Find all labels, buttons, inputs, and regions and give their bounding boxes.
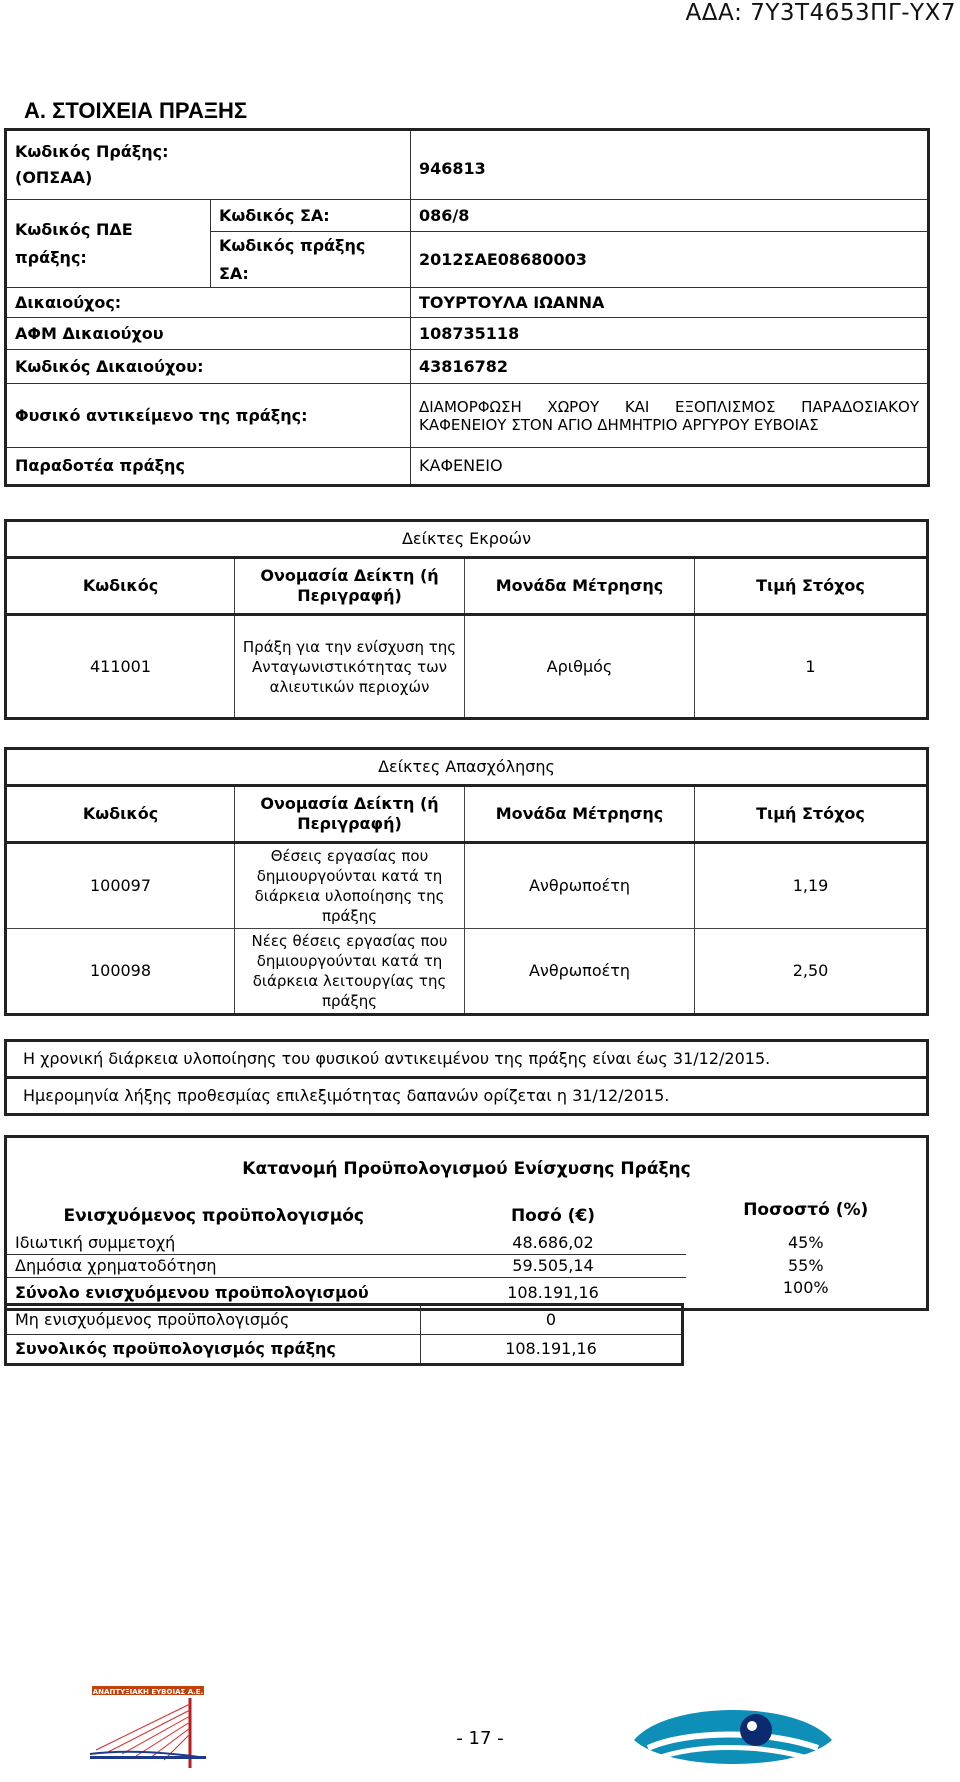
budget-table	[4, 1135, 929, 1311]
sa-praxis-label: Κωδικός πράξης	[219, 235, 366, 255]
budget-caption: Κατανομή Προϋπολογισμού Ενίσχυσης Πράξης	[242, 1159, 691, 1179]
paradotea-value: ΚΑΦΕΝΕΙΟ	[411, 448, 929, 486]
ekroes-target: 1	[695, 615, 928, 719]
budget-row-label-1: Ιδιωτική συμμετοχή	[6, 1232, 421, 1255]
row-paradotea	[6, 448, 929, 486]
table-row	[6, 929, 928, 1015]
ada-code: ΑΔΑ: 7Υ3Τ4653ΠΓ-ΥΧ7	[685, 0, 956, 26]
ekroes-header-unit: Μονάδα Μέτρησης	[465, 558, 695, 615]
ekroes-caption: Δείκτες Εκροών	[6, 521, 928, 558]
apasxolisi-target-2: 2,50	[695, 929, 928, 1015]
table-row	[6, 1255, 928, 1278]
ekroes-unit: Αριθμός	[465, 615, 695, 719]
budget-row-amount-2: 59.505,14	[421, 1255, 686, 1278]
budget-totals-table	[4, 1303, 684, 1366]
logo-text: ΑΝΑΠΤΥΞΙΑΚΗ ΕΥΒΟΙΑΣ Α.Ε.	[92, 1688, 204, 1696]
table-row	[6, 1305, 683, 1335]
budget-row-pct-1: 45%	[787, 1233, 824, 1253]
dikaiouxos-value: ΤΟΥΡΤΟΥΛΑ ΙΩΑΝΝΑ	[411, 288, 929, 318]
apasxolisi-unit-2: Ανθρωποέτη	[465, 929, 695, 1015]
duration-line-1: Η χρονική διάρκεια υλοποίησης του φυσικού αντικειμένου της πράξης είναι έως 31/12/2015.	[6, 1041, 928, 1078]
apasxolisi-code-1: 100097	[6, 843, 235, 929]
budget-row-label-3: Σύνολο ενισχυόμενου προϋπολογισμού	[15, 1283, 369, 1302]
kodikos-praxis-label2: (ΟΠΣΑΑ)	[15, 168, 93, 187]
row-afm	[6, 318, 929, 350]
eye-logo	[628, 1700, 838, 1772]
sa-label: Κωδικός ΣΑ:	[211, 200, 411, 232]
ekroes-header-target: Τιμή Στόχος	[695, 558, 928, 615]
pde-label: Κωδικός ΠΔΕ	[15, 219, 133, 239]
ekroes-code: 411001	[6, 615, 235, 719]
apasxolisi-target-1: 1,19	[695, 843, 928, 929]
table-row	[6, 1232, 928, 1255]
budget-row-label-2: Δημόσια χρηματοδότηση	[6, 1255, 421, 1278]
table-row	[6, 615, 928, 719]
fysiko-label: Φυσικό αντικείμενο της πράξης:	[6, 384, 411, 448]
budget-row-pct-3: 100%	[782, 1277, 829, 1297]
page-number: - 17 -	[456, 1728, 504, 1749]
sa-praxis-value: 2012ΣΑΕ08680003	[411, 232, 929, 288]
apasxolisi-table	[4, 747, 929, 1016]
row-kodikos-dikaiouxou	[6, 350, 929, 384]
total-value: 108.191,16	[421, 1335, 683, 1365]
table-row	[6, 1335, 683, 1365]
praxi-details-table	[4, 128, 930, 487]
anaptyxiaki-logo	[88, 1684, 208, 1770]
apasxolisi-desc-1: Θέσεις εργασίας που δημιουργούνται κατά τη διάρκεια υλοποίησης της πράξης	[235, 843, 465, 929]
budget-header-amount: Ποσό (€)	[510, 1206, 596, 1226]
row-dikaiouxos	[6, 288, 929, 318]
budget-header-pct: Ποσοστό (%)	[743, 1200, 869, 1220]
ekroes-table	[4, 519, 929, 720]
paradotea-label: Παραδοτέα πράξης	[6, 448, 411, 486]
afm-value: 108735118	[411, 318, 929, 350]
budget-header-label: Ενισχυόμενος προϋπολογισμός	[63, 1206, 364, 1226]
apasxolisi-code-2: 100098	[6, 929, 235, 1015]
kodikos-praxis-value: 946813	[411, 130, 929, 200]
kodikos-dikaiouxou-value: 43816782	[411, 350, 929, 384]
budget-row-amount-1: 48.686,02	[421, 1232, 686, 1255]
row-fysiko-antikeimeno	[6, 384, 929, 448]
dikaiouxos-label: Δικαιούχος:	[6, 288, 411, 318]
row-sa	[6, 200, 929, 232]
apasxolisi-desc-2: Νέες θέσεις εργασίας που δημιουργούνται κατά τη διάρκεια λειτουργίας της πράξης	[235, 929, 465, 1015]
section-title: A. ΣΤΟΙΧΕΙΑ ΠΡΑΞΗΣ	[24, 98, 248, 123]
kodikos-dikaiouxou-label: Κωδικός Δικαιούχου:	[6, 350, 411, 384]
ekroes-header-code: Κωδικός	[6, 558, 235, 615]
ekroes-header-row	[6, 558, 928, 615]
apasxolisi-header-row	[6, 786, 928, 843]
apasxolisi-caption: Δείκτες Απασχόλησης	[6, 749, 928, 786]
non-funded-value: 0	[421, 1305, 683, 1335]
total-label: Συνολικός προϋπολογισμός πράξης	[6, 1335, 421, 1365]
fysiko-value: ΔΙΑΜΟΡΦΩΣΗ ΧΩΡΟΥ ΚΑΙ ΕΞΟΠΛΙΣΜΟΣ ΠΑΡΑΔΟΣΙΑΚΟΥ ΚΑΦΕΝΕΙΟΥ ΣΤΟΝ ΑΓΙΟ ΔΗΜΗΤΡΙΟ ΑΡΓΥΡΟΥ ΕΥΒΟΙΑΣ	[411, 384, 929, 448]
kodikos-praxis-label: Κωδικός Πράξης:	[15, 142, 169, 161]
sa-praxis-label2: ΣΑ:	[219, 263, 249, 283]
apasxolisi-header-unit: Μονάδα Μέτρησης	[465, 786, 695, 843]
ekroes-desc: Πράξη για την ενίσχυση της Ανταγωνιστικότητας των αλιευτικών περιοχών	[235, 615, 465, 719]
sa-value: 086/8	[411, 200, 929, 232]
afm-label: ΑΦΜ Δικαιούχου	[6, 318, 411, 350]
non-funded-label: Μη ενισχυόμενος προϋπολογισμός	[6, 1305, 421, 1335]
row-kodikos-praxis	[6, 130, 929, 200]
duration-line-2: Ημερομηνία λήξης προθεσμίας επιλεξιμότητας δαπανών ορίζεται η 31/12/2015.	[23, 1086, 670, 1105]
table-row	[6, 843, 928, 929]
apasxolisi-header-code: Κωδικός	[6, 786, 235, 843]
budget-row-pct-2: 55%	[787, 1256, 824, 1275]
ekroes-header-desc: Ονομασία Δείκτη (ή Περιγραφή)	[235, 558, 465, 615]
budget-row-amount-3: 108.191,16	[507, 1283, 599, 1302]
apasxolisi-header-target: Τιμή Στόχος	[695, 786, 928, 843]
apasxolisi-header-desc: Ονομασία Δείκτη (ή Περιγραφή)	[235, 786, 465, 843]
duration-box	[4, 1039, 929, 1116]
budget-header-row	[6, 1200, 928, 1232]
pde-label2: πράξης:	[15, 247, 87, 267]
apasxolisi-unit-1: Ανθρωποέτη	[465, 843, 695, 929]
